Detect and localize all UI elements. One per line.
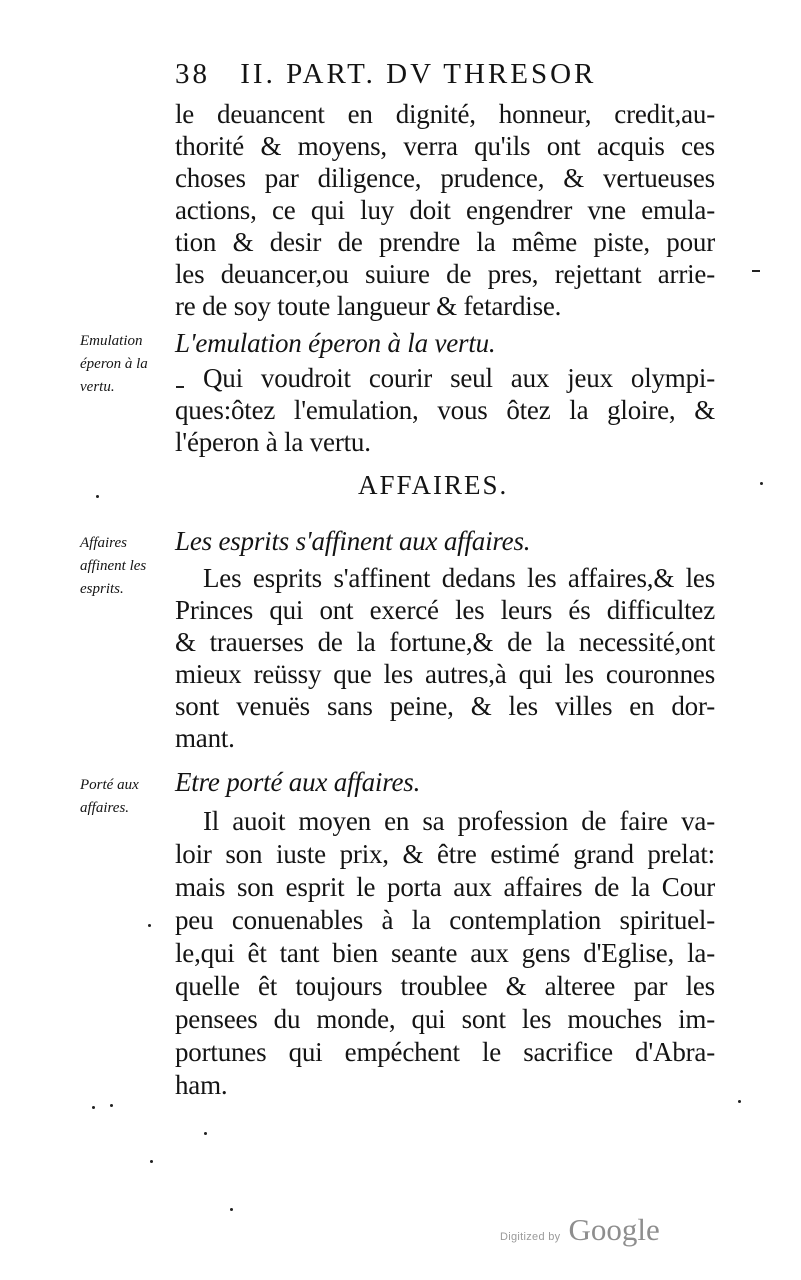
- text-line: ham.: [175, 1070, 228, 1100]
- margin-note-emulation: [80, 330, 176, 399]
- margin-note-line: affinent les: [80, 558, 147, 574]
- text-line: Il auoit moyen en sa profession de faire va-: [203, 806, 715, 836]
- ink-speck: [230, 1208, 233, 1211]
- text-line: portunes qui empéchent le sacrifice d'Abra-: [175, 1037, 715, 1067]
- text-line: Princes qui ont exercé les leurs és difficultez: [175, 595, 715, 625]
- margin-note-line: affaires.: [80, 800, 130, 816]
- text-line: choses par diligence, prudence, & vertueuses: [175, 163, 715, 193]
- running-head: [175, 58, 635, 91]
- ink-speck: [92, 1106, 95, 1109]
- margin-note-affaires: [80, 532, 176, 601]
- text-line: tion & desir de prendre la même piste, pour: [175, 227, 715, 257]
- ink-speck: [738, 1100, 741, 1103]
- subheading: Les esprits s'affinent aux affaires.: [175, 526, 531, 556]
- text-line: thorité & moyens, verra qu'ils ont acquis ces: [175, 131, 715, 161]
- ink-speck: [176, 386, 184, 388]
- section-heading: AFFAIRES.: [358, 470, 509, 500]
- text-line: re de soy toute langueur & fetardise.: [175, 291, 562, 321]
- margin-note-line: esprits.: [80, 581, 124, 597]
- text-line: actions, ce qui luy doit engendrer vne emula-: [175, 195, 715, 225]
- subheading: L'emulation éperon à la vertu.: [175, 328, 496, 358]
- text-line: peu conuenables à la contemplation spirituel-: [175, 905, 715, 935]
- margin-note-line: vertu.: [80, 379, 115, 395]
- text-line: quelle êt toujours troublee & alteree par les: [175, 971, 715, 1001]
- text-line: le deuancent en dignité, honneur, credit,au-: [175, 99, 715, 129]
- text-line: pensees du monde, qui sont les mouches im-: [175, 1004, 715, 1034]
- text-line: le,qui êt tant bien seante aux gens d'Eglise, la-: [175, 938, 715, 968]
- page-number: 38: [175, 58, 210, 90]
- margin-note-line: Emulation: [80, 333, 143, 349]
- text-line: l'éperon à la vertu.: [175, 427, 371, 457]
- ink-speck: [760, 482, 763, 485]
- text-line: Qui voudroit courir seul aux jeux olympi-: [203, 363, 715, 393]
- text-line: loir son iuste prix, & être estimé grand prelat:: [175, 839, 715, 869]
- ink-speck: [148, 924, 151, 927]
- text-line: mant.: [175, 723, 235, 753]
- margin-note-line: éperon à la: [80, 356, 148, 372]
- ink-speck: [204, 1132, 207, 1135]
- ink-speck: [110, 1104, 113, 1107]
- ink-speck: [96, 495, 99, 498]
- margin-note-line: Affaires: [80, 535, 127, 551]
- text-line: sont venuës sans peine, & les villes en dor-: [175, 691, 715, 721]
- subheading: Etre porté aux affaires.: [175, 767, 421, 797]
- running-title: II. PART. DV THRESOR: [240, 58, 597, 90]
- digitized-by-watermark: [500, 1212, 660, 1248]
- text-line: ques:ôtez l'emulation, vous ôtez la gloire, &: [175, 395, 715, 425]
- text-line: Les esprits s'affinent dedans les affaires,& les: [203, 563, 715, 593]
- text-line: & trauerses de la fortune,& de la necessité,ont: [175, 627, 715, 657]
- ink-speck: [150, 1160, 153, 1163]
- text-line: mieux reüssy que les autres,à qui les couronnes: [175, 659, 715, 689]
- margin-note-porte: [80, 774, 176, 820]
- text-line: mais son esprit le porta aux affaires de la Cour: [175, 872, 715, 902]
- text-line: les deuancer,ou suiure de pres, rejettant arrie-: [175, 259, 715, 289]
- watermark-prefix: Digitized by: [500, 1231, 561, 1243]
- margin-note-line: Porté aux: [80, 777, 139, 793]
- google-logo: Google: [568, 1212, 660, 1247]
- ink-speck: [752, 270, 760, 272]
